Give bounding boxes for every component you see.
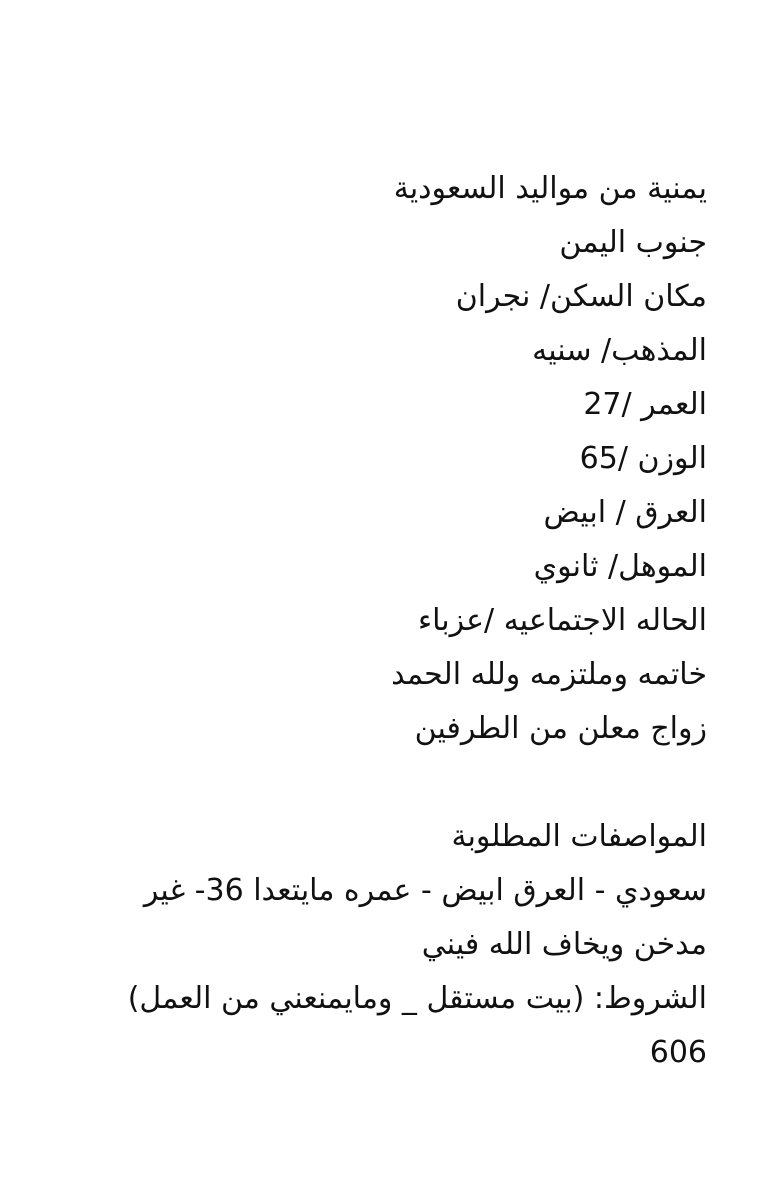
profile-line-marital-status: الحاله الاجتماعيه /عزباء [418, 603, 707, 638]
profile-line-region: جنوب اليمن [559, 225, 707, 260]
profile-line-weight: الوزن /65 [579, 441, 707, 476]
profile-line-sect: المذهب/ سنيه [532, 333, 707, 368]
requirements-line-2: مدخن ويخاف الله فيني [421, 927, 707, 962]
profile-line-residence: مكان السكن/ نجران [455, 279, 707, 314]
profile-line-religious: خاتمه وملتزمه ولله الحمد [391, 657, 707, 692]
post-text [40, 162, 707, 1080]
requirements-line-number: 606 [649, 1035, 707, 1070]
requirements-heading: المواصفات المطلوبة [451, 819, 707, 854]
profile-line-origin: يمنية من مواليد السعودية [393, 171, 707, 206]
profile-line-complexion: العرق / ابيض [543, 495, 707, 530]
profile-line-marriage-type: زواج معلن من الطرفين [414, 711, 707, 746]
requirements-line-1: سعودي - العرق ابيض - عمره مايتعدا 36- غير [143, 873, 707, 908]
requirements-line-conditions: الشروط: (بيت مستقل _ ومايمنعني من العمل) [127, 981, 707, 1016]
section-spacer [40, 756, 707, 810]
profile-line-education: الموهل/ ثانوي [533, 549, 707, 584]
profile-line-age: العمر /27 [583, 387, 707, 422]
